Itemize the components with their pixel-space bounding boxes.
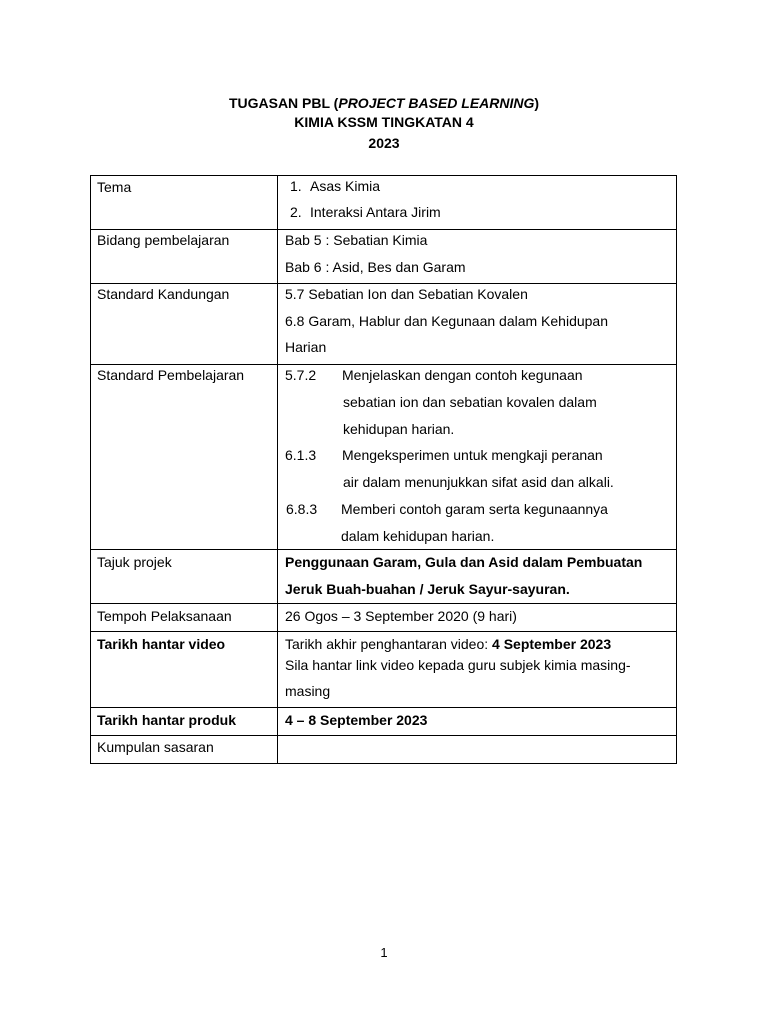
- tema-item: 2. Interaksi Antara Jirim: [290, 204, 441, 220]
- sp-line: Menjelaskan dengan contoh kegunaan: [342, 367, 583, 383]
- bidang-line: Bab 6 : Asid, Bes dan Garam: [285, 259, 466, 275]
- kandungan-line: Harian: [285, 339, 327, 355]
- value-tajuk-projek: [277, 549, 677, 604]
- sp-line: sebatian ion dan sebatian kovalen dalam: [343, 394, 597, 410]
- sp-line: kehidupan harian.: [343, 421, 455, 437]
- tajuk-line: Penggunaan Garam, Gula dan Asid dalam Pembuatan: [285, 554, 643, 570]
- value-standard-kandungan: [277, 283, 677, 365]
- value-tarikh-produk: 4 – 8 September 2023: [277, 707, 677, 736]
- label-tarikh-video: Tarikh hantar video: [90, 631, 278, 708]
- kandungan-line: 6.8 Garam, Hablur dan Kegunaan dalam Kehidupan: [285, 313, 608, 329]
- tarikh-video-line: Tarikh akhir penghantaran video: 4 September 2023: [285, 636, 612, 652]
- sp-line: Memberi contoh garam serta kegunaannya: [341, 501, 608, 517]
- document-title: [0, 94, 768, 112]
- label-tema: Tema: [90, 175, 278, 230]
- sp-code: 5.7.2: [285, 367, 317, 383]
- value-standard-pembelajaran: [277, 364, 677, 550]
- tarikh-video-line: masing: [285, 683, 331, 699]
- sp-line: dalam kehidupan harian.: [341, 528, 495, 544]
- tarikh-video-line: Sila hantar link video kepada guru subjek kimia masing-: [285, 657, 631, 673]
- value-bidang: [277, 229, 677, 284]
- label-kumpulan-sasaran: Kumpulan sasaran: [90, 735, 278, 764]
- label-tempoh: Tempoh Pelaksanaan: [90, 603, 278, 632]
- sp-line: air dalam menunjukkan sifat asid dan alkali.: [343, 474, 614, 490]
- sp-code: 6.1.3: [285, 447, 317, 463]
- page-number: 1: [380, 945, 388, 960]
- document-year: 2023: [368, 135, 400, 151]
- label-bidang: Bidang pembelajaran: [90, 229, 278, 284]
- tajuk-line: Jeruk Buah-buahan / Jeruk Sayur-sayuran.: [285, 581, 570, 597]
- title-italic: PROJECT BASED LEARNING: [338, 95, 535, 111]
- value-tarikh-video: [277, 631, 677, 708]
- tema-item: 1. Asas Kimia: [290, 178, 381, 194]
- title-prefix: TUGASAN PBL (: [228, 95, 339, 111]
- sp-code: 6.8.3: [286, 501, 318, 517]
- label-standard-kandungan: Standard Kandungan: [90, 283, 278, 365]
- bidang-line: Bab 5 : Sebatian Kimia: [285, 232, 428, 248]
- value-tema: [277, 175, 677, 230]
- label-tajuk-projek: Tajuk projek: [90, 549, 278, 604]
- kandungan-line: 5.7 Sebatian Ion dan Sebatian Kovalen: [285, 286, 528, 302]
- label-tarikh-produk: Tarikh hantar produk: [90, 707, 278, 736]
- value-kumpulan-sasaran: [277, 735, 677, 764]
- label-standard-pembelajaran: Standard Pembelajaran: [90, 364, 278, 550]
- sp-line: Mengeksperimen untuk mengkaji peranan: [342, 447, 603, 463]
- document-subtitle: KIMIA KSSM TINGKATAN 4: [294, 114, 474, 130]
- title-suffix: ): [534, 95, 540, 111]
- value-tempoh: 26 Ogos – 3 September 2020 (9 hari): [277, 603, 677, 632]
